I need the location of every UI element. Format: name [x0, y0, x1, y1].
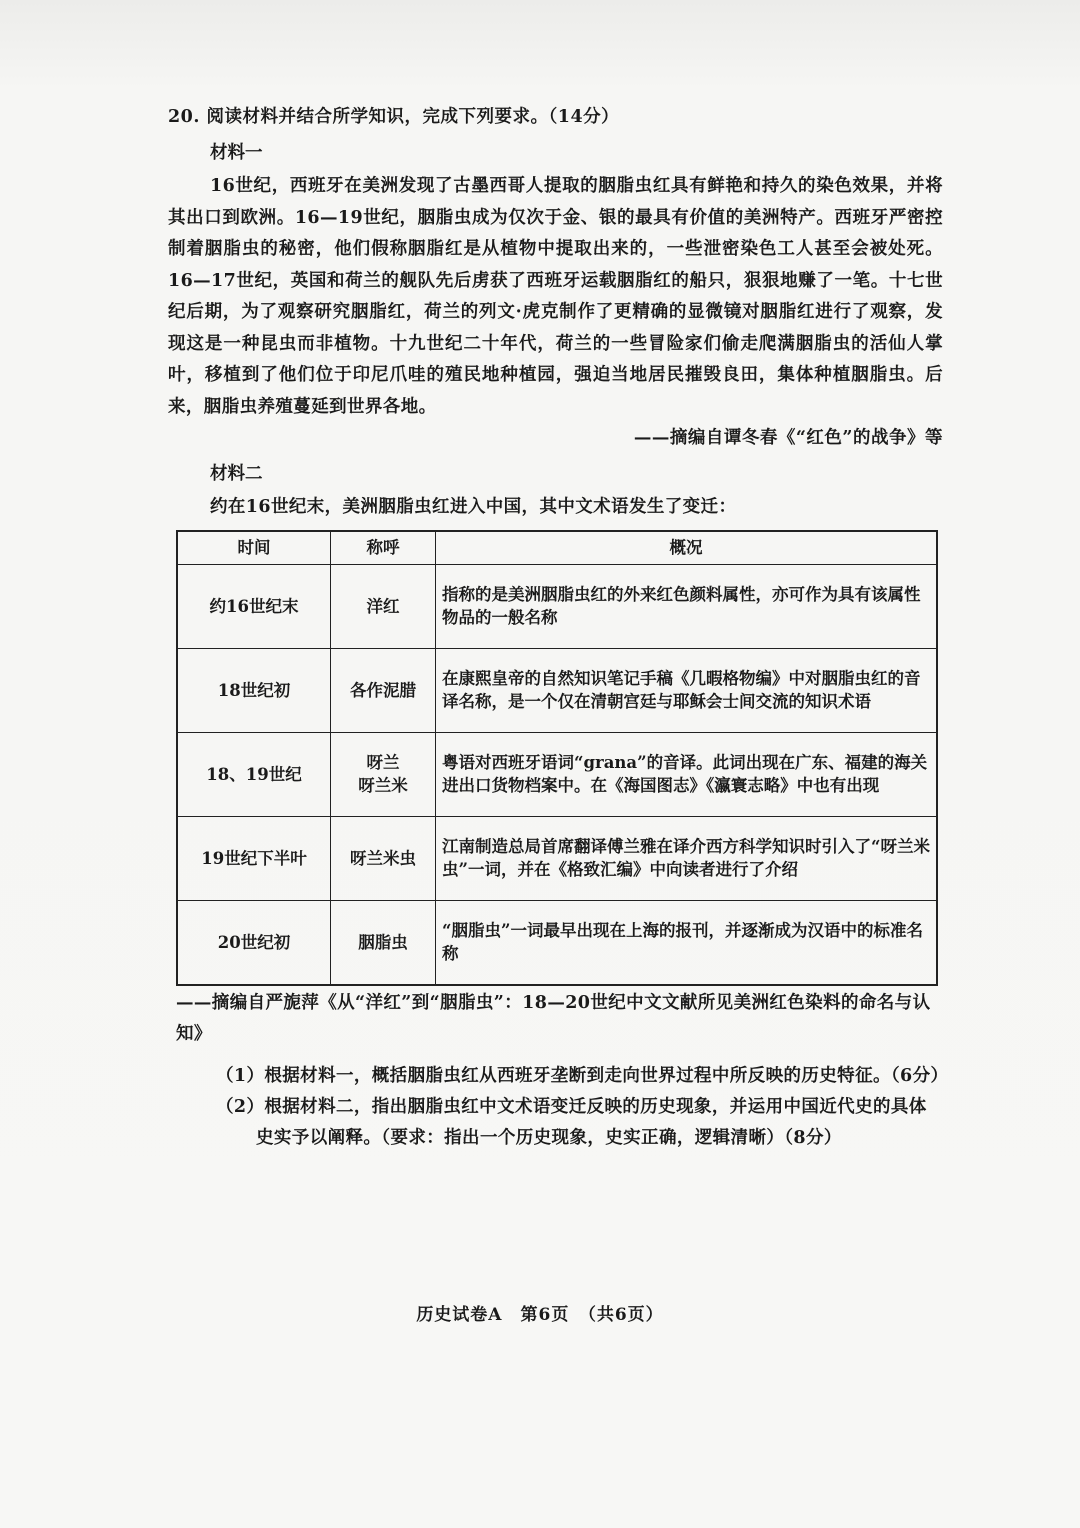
cell-time: 18、19世纪 — [177, 732, 331, 816]
question-title: 20. 阅读材料并结合所学知识，完成下列要求。（14分） — [168, 107, 620, 127]
table-header-row — [177, 531, 937, 565]
cell-time: 约16世纪末 — [177, 564, 331, 648]
header-desc: 概况 — [436, 531, 938, 565]
cell-name: 洋红 — [331, 564, 436, 648]
cell-desc: 江南制造总局首席翻译傅兰雅在译介西方科学知识时引入了“呀兰米虫”一词，并在《格致汇编》中向读者进行了介绍 — [436, 816, 938, 900]
cell-name: 呀兰米虫 — [331, 816, 436, 900]
material2-heading: 材料二 — [210, 463, 263, 484]
cell-name: 胭脂虫 — [331, 900, 436, 985]
cell-desc: 在康熙皇帝的自然知识笔记手稿《几暇格物编》中对胭脂虫红的音译名称，是一个仅在清朝宫廷与耶稣会士间交流的知识术语 — [436, 648, 938, 732]
cell-desc: 指称的是美洲胭脂虫红的外来红色颜料属性，亦可作为具有该属性物品的一般名称 — [436, 564, 938, 648]
table-row — [177, 732, 937, 816]
material1-body: 16世纪，西班牙在美洲发现了古墨西哥人提取的胭脂虫红具有鲜艳和持久的染色效果，并将其出口到欧洲。16—19世纪，胭脂虫成为仅次于金、银的最具有价值的美洲特产。西班牙严密控制着胭脂虫的秘密，他们假称胭脂红是从植物中提取出来的，一些泄密染色工人甚至会被处死。16—17世纪，英国和荷兰的舰队先后虏获了西班牙运载胭脂红的船只，狠狠地赚了一笔。十七世纪后期，为了观察研究胭脂红，荷兰的列文·虎克制作了更精确的显微镜对胭脂红进行了观察，发现这是一种昆虫而非植物。十九世纪二十年代，荷兰的一些冒险家们偷走爬满胭脂虫的活仙人掌叶，移植到了他们位于印尼爪哇的殖民地种植园，强迫当地居民摧毁良田，集体种植胭脂虫。后来，胭脂虫养殖蔓延到世界各地。 — [168, 176, 943, 417]
table-row — [177, 648, 937, 732]
material1-source: ——摘编自谭冬春《“红色”的战争》等 — [633, 428, 943, 448]
cell-name: 呀兰 呀兰米 — [331, 732, 436, 816]
cell-desc: “胭脂虫”一词最早出现在上海的报刊，并逐渐成为汉语中的标准名称 — [436, 900, 938, 985]
table-row — [177, 564, 937, 648]
material1-heading: 材料一 — [210, 142, 263, 163]
material2-intro: 约在16世纪末，美洲胭脂虫红进入中国，其中文术语发生了变迁： — [210, 497, 737, 517]
table-row — [177, 816, 937, 900]
subquestion-2: （2）根据材料二，指出胭脂虫红中文术语变迁反映的历史现象，并运用中国近代史的具体史实予以阐释。（要求：指出一个历史现象，史实正确，逻辑清晰）（8分） — [216, 1096, 927, 1148]
table-row — [177, 900, 937, 985]
header-name: 称呼 — [331, 531, 436, 565]
subquestion-1: （1）根据材料一，概括胭脂虫红从西班牙垄断到走向世界过程中所反映的历史特征。（6分） — [216, 1065, 949, 1086]
cell-time: 19世纪下半叶 — [177, 816, 331, 900]
page-footer: 历史试卷A 第6页 （共6页） — [416, 1305, 664, 1325]
header-time: 时间 — [177, 531, 331, 565]
material2-source: ——摘编自严旎萍《从“洋红”到“胭脂虫”：18—20世纪中文文献所见美洲红色染料的命名与认知》 — [176, 992, 931, 1044]
cell-time: 18世纪初 — [177, 648, 331, 732]
cell-desc: 粤语对西班牙语词“grana”的音译。此词出现在广东、福建的海关进出口货物档案中。在《海国图志》《瀛寰志略》中也有出现 — [436, 732, 938, 816]
cell-name: 各作泥腊 — [331, 648, 436, 732]
terms-table — [176, 530, 938, 986]
question-20 — [168, 102, 949, 1154]
cell-time: 20世纪初 — [177, 900, 331, 985]
